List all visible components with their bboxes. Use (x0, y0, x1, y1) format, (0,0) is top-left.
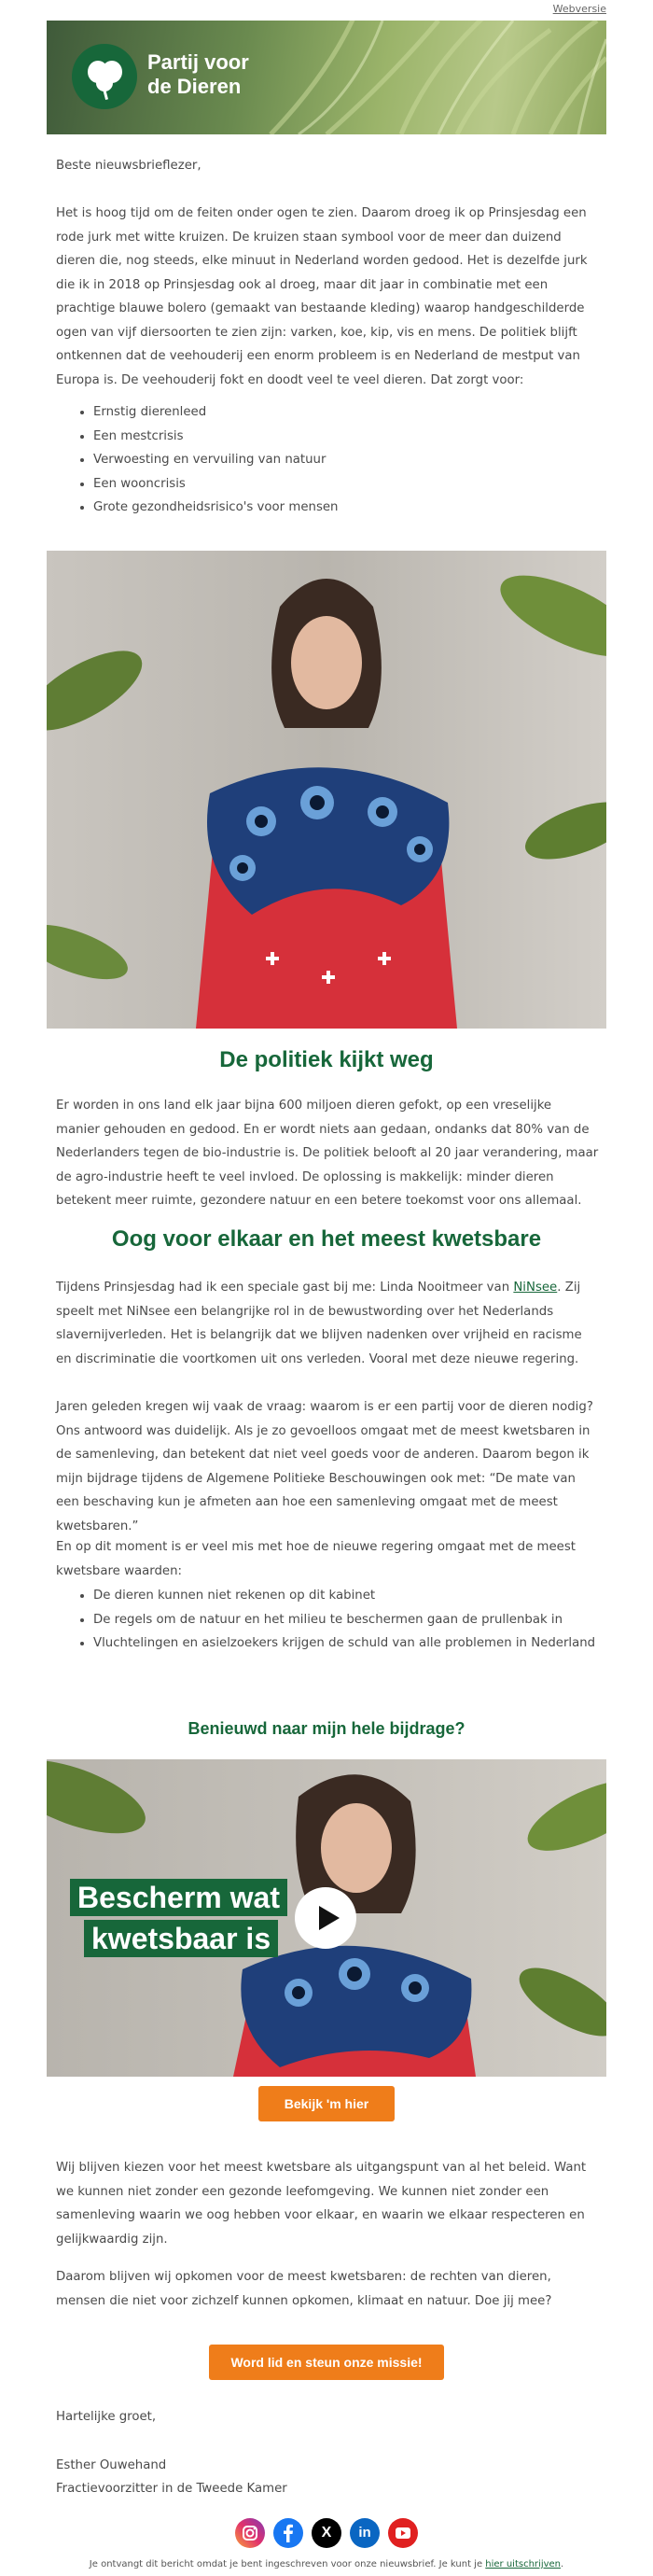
list-item: • Verwoesting en vervuiling van natuur (93, 448, 599, 472)
greeting: Beste nieuwsbrieflezer, (56, 159, 201, 173)
regards: Hartelijke groet, (56, 2410, 157, 2424)
party-logo-icon[interactable] (72, 44, 137, 109)
list-item: • Een wooncrisis (93, 472, 599, 497)
video-thumbnail[interactable] (47, 1759, 606, 2077)
instagram-icon[interactable] (235, 2518, 265, 2548)
intro-paragraph: Het is hoog tijd om de feiten onder ogen te zien. Daarom droeg ik op Prinsjesdag een rode jurk met witte kruizen. De kruizen staan symbool voor de meer dan duizend dieren die, nog steeds, elke minuut in Nederland worden gedood. Het is dezelfde jurk die ik in 2018 op Prinsjesdag ook al droeg, maar dit jaar in combinatie met een prachtige blauwe bolero (gemaakt van bestaande kleding) waarop handgeschilderde ogen van vijf diersoorten te zien zijn: varken, koe, kip, vis en mens. De politiek blijft ontkennen dat de veehouderij een enorm probleem is en Nederland de mestput van Europa is. De veehouderij fokt en doodt veel te veel dieren. Dat zorgt voor: (56, 206, 588, 387)
closing-paragraph-1: Wij blijven kiezen voor het meest kwetsbare als uitgangspunt van al het beleid. Want we kunnen niet zonder een gezonde leefomgeving. We kunnen niet zonder een samenleving waarin we oog hebben voor elkaar, en waarin we elkaar respecteren en gelijkwaardig zijn. (56, 2161, 587, 2247)
politics-paragraph: Er worden in ons land elk jaar bijna 600 miljoen dieren gefokt, op een vreselijke manier gehouden en gedood. En er wordt niets aan gedaan, ondanks dat 80% van de Nederlanders tegen de bio-industrie is. De politiek belooft al 20 jaar verandering, maar de agro-industrie heeft te veel invloed. De oplossing is makkelijk: minder dieren betekent meer ruimte, gezondere natuur en een betere toekomst voor ons allemaal. (56, 1099, 599, 1208)
x-icon[interactable]: X (312, 2518, 341, 2548)
play-icon[interactable] (295, 1887, 356, 1949)
footer-message: Je ontvangt dit bericht omdat je bent ingeschreven voor onze nieuwsbrief. Je kunt je (89, 2559, 486, 2569)
section-heading-politics: De politiek kijkt weg (219, 1047, 434, 1072)
list-item: • Een mestcrisis (93, 425, 599, 449)
facebook-icon[interactable] (273, 2518, 303, 2548)
list-item: • Grote gezondheidsrisico's voor mensen (93, 496, 599, 520)
party-logo-text[interactable] (147, 50, 249, 99)
list-item: • Ernstig dierenleed (93, 400, 599, 425)
linkedin-icon[interactable]: in (350, 2518, 380, 2548)
logo-line-1: Partij voor (147, 50, 249, 74)
signature-name: Esther Ouwehand (56, 2458, 167, 2472)
footer-end: . (561, 2559, 564, 2569)
list-item: • De dieren kunnen niet rekenen op dit kabinet (93, 1584, 599, 1608)
government-paragraph: En op dit moment is er veel mis met hoe de nieuwe regering omgaat met de meest kwetsbare waarden: (56, 1540, 576, 1578)
video-overlay-line-2: kwetsbaar is (84, 1920, 278, 1957)
header-banner (47, 21, 606, 134)
guest-text-before: Tijdens Prinsjesdag had ik een speciale gast bij me: Linda Nooitmeer van (56, 1281, 514, 1295)
video-heading: Benieuwd naar mijn hele bijdrage? (188, 1719, 465, 1738)
youtube-icon[interactable] (388, 2518, 418, 2548)
logo-line-2: de Dieren (147, 75, 242, 98)
signature-role: Fractievoorzitter in de Tweede Kamer (56, 2482, 287, 2496)
guest-text-after: . Zij speelt met NiNsee een belangrijke rol in de bewustwording over het Nederlands slavernijverleden. Het is belangrijk dat we blijven nadenken over vrijheid en racisme en discriminatie die voortkomen uit ons verleden. Vooral met deze nieuwe regering. (56, 1281, 582, 1366)
ninsee-link[interactable]: NiNsee (513, 1281, 558, 1295)
concerns-list (76, 1584, 599, 1656)
video-overlay-line-1: Bescherm wat (70, 1879, 287, 1916)
problem-list (76, 400, 599, 520)
closing-paragraph-2: Daarom blijven wij opkomen voor de meest kwetsbaren: de rechten van dieren, mensen die niet voor zichzelf kunnen opkomen, klimaat en natuur. Doe jij mee? (56, 2270, 552, 2308)
list-item: • Vluchtelingen en asielzoekers krijgen de schuld van alle problemen in Nederland (93, 1631, 599, 1656)
unsubscribe-link[interactable]: hier uitschrijven (485, 2559, 561, 2569)
list-item: • De regels om de natuur en het milieu te beschermen gaan de prullenbak in (93, 1608, 599, 1632)
guest-paragraph (56, 1276, 599, 1371)
portrait-photo (47, 551, 606, 1029)
join-button[interactable]: Word lid en steun onze missie! (209, 2345, 444, 2380)
section-heading-vulnerable: Oog voor elkaar en het meest kwetsbare (111, 1226, 542, 1252)
watch-video-button[interactable]: Bekijk 'm hier (258, 2086, 395, 2121)
why-party-paragraph: Jaren geleden kregen wij vaak de vraag: waarom is er een partij voor de dieren nodig? Ons antwoord was duidelijk. Als je zo gevoelloos omgaat met de meest kwetsbaren in de samenleving, dan betekent dat niet veel goeds voor de anderen. Daarom begon ik mijn bijdrage tijdens de Algemene Politieke Beschouwingen ook met: “De mate van een beschaving kun je afmeten aan hoe een samenleving omgaat met de meest kwetsbaren.” (56, 1400, 593, 1533)
webversie-link[interactable]: Webversie (552, 3, 606, 15)
footer-text (0, 2559, 653, 2569)
